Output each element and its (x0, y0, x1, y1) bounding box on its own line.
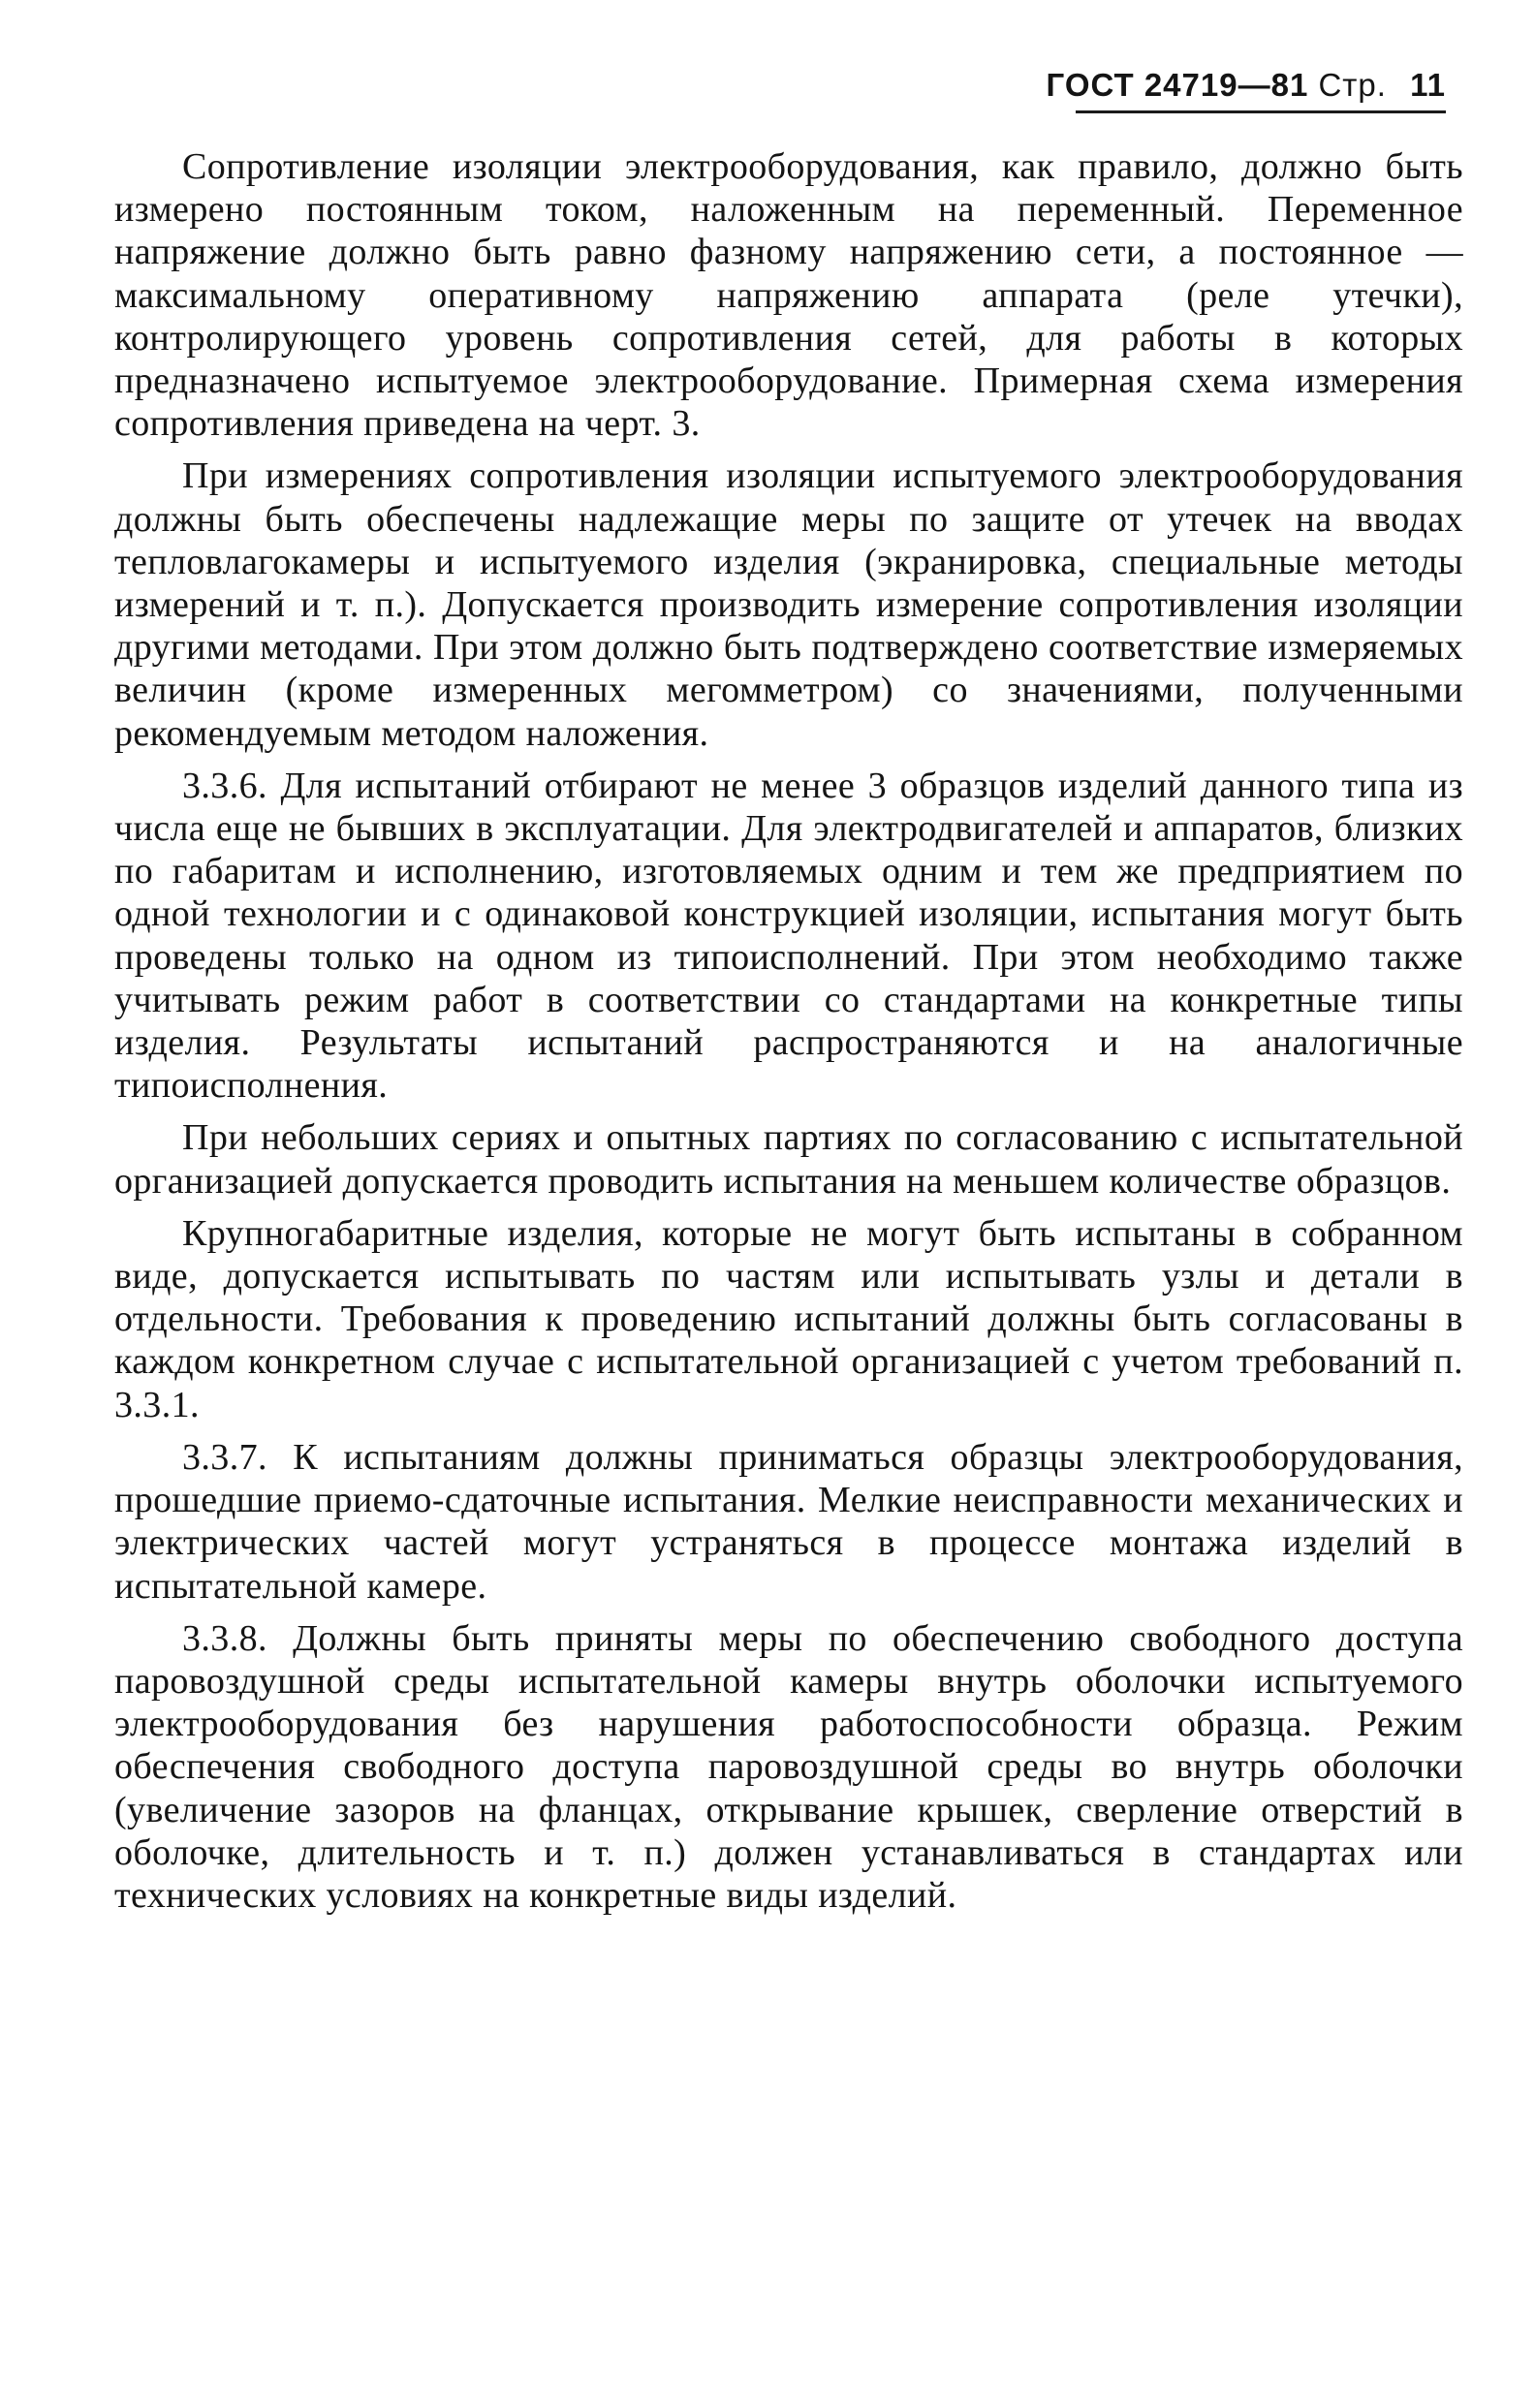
page-label: Стр. (1318, 67, 1387, 103)
paragraph-insulation-measurement: Сопротивление изоляции электрооборудования, как правило, должно быть измерено постоянным током, наложенным на переменный. Переменное напряжение должно быть равно фазному напряжению сети, а постоянное — максимальному оперативному напряжению аппарата (реле утечки), контролирующего уровень сопротивления сетей, для работы в которых предназначено испытуемое электрооборудование. Примерная схема измерения сопротивления приведена на черт. 3. (114, 146, 1463, 445)
paragraph-3-3-6: 3.3.6. Для испытаний отбирают не менее 3 образцов изделий данного типа из числа еще не бывших в эксплуатации. Для электродвигателей и аппаратов, близких по габаритам и исполнению, изготовляемых одним и тем же предприятием по одной технологии и с одинаковой конструкцией изоляции, испытания могут быть проведены только на одном из типоисполнений. При этом необходимо также учитывать режим работ в соответствии со стандартами на конкретные типы изделия. Результаты испытаний распространяются и на аналогичные типоисполнения. (114, 765, 1463, 1107)
standard-number: ГОСТ 24719—81 (1046, 67, 1309, 103)
paragraph-3-3-8: 3.3.8. Должны быть приняты меры по обеспечению свободного доступа паровоздушной среды испытательной камеры внутрь оболочки испытуемого электрооборудования без нарушения работоспособности образца. Режим обеспечения свободного доступа паровоздушной среды во внутрь оболочки (увеличение зазоров на фланцах, открывание крышек, сверление отверстий в оболочке, длительность и т. п.) должен устанавливаться в стандартах или технических условиях на конкретные виды изделий. (114, 1617, 1463, 1916)
header-rule (1076, 110, 1446, 113)
paragraph-small-series: При небольших сериях и опытных партиях по согласованию с испытательной организацией допускается проводить испытания на меньшем количестве образцов. (114, 1117, 1463, 1202)
body-text (114, 145, 1463, 1926)
paragraph-3-3-7: 3.3.7. К испытаниям должны приниматься образцы электрооборудования, прошедшие приемо-сдаточные испытания. Мелкие неисправности механических и электрических частей могут устраняться в процессе монтажа изделий в испытательной камере. (114, 1436, 1463, 1607)
paragraph-large-items: Крупногабаритные изделия, которые не могут быть испытаны в собранном виде, допускается испытывать по частям или испытывать узлы и детали в отдельности. Требования к проведению испытаний должны быть согласованы в каждом конкретном случае с испытательной организацией с учетом требований п. 3.3.1. (114, 1212, 1463, 1425)
page-number: 11 (1410, 67, 1446, 103)
paragraph-leakage-protection: При измерениях сопротивления изоляции испытуемого электрооборудования должны быть обеспечены надлежащие меры по защите от утечек на вводах тепловлагокамеры и испытуемого изделия (экранировка, специальные методы измерений и т. п.). Допускается производить измерение сопротивления изоляции другими методами. При этом должно быть подтверждено соответствие измеряемых величин (кроме измеренных мегомметром) со значениями, полученными рекомендуемым методом наложения. (114, 455, 1463, 754)
page-header (1047, 66, 1446, 105)
